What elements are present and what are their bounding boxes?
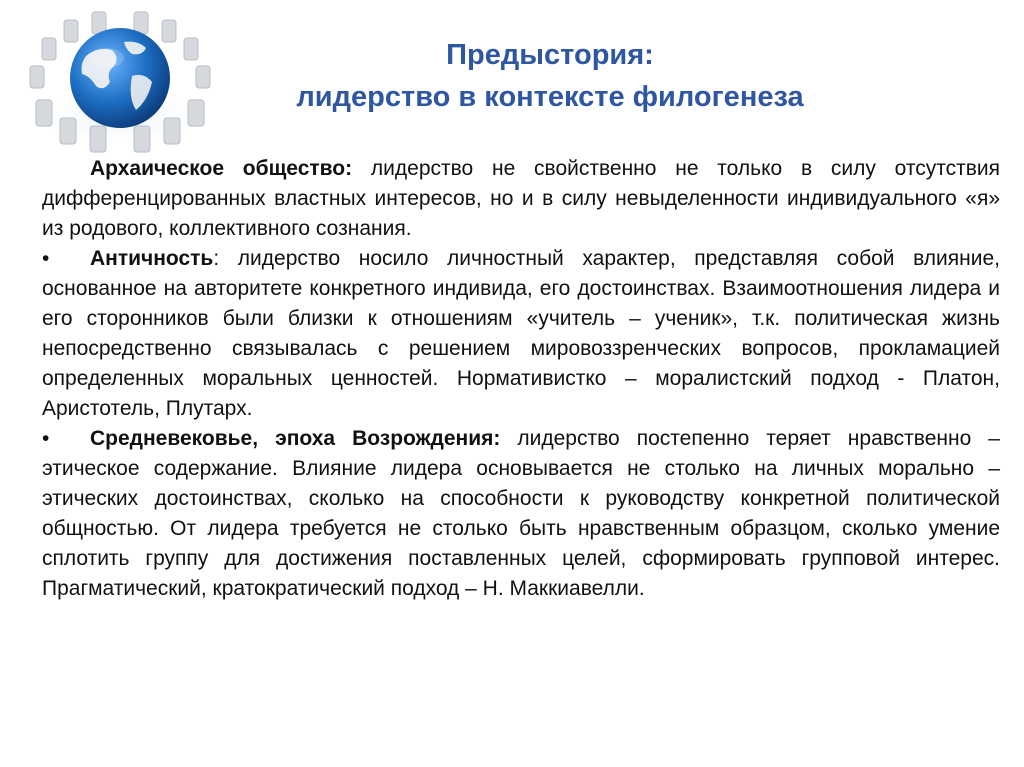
bullet-item-antiquity: [42, 244, 1000, 424]
paragraph-archaic: [42, 154, 1000, 244]
paragraph-lead: Средневековье, эпоха Возрождения:: [90, 427, 501, 450]
bullet-marker: •: [42, 247, 50, 270]
slide-title: [200, 34, 900, 118]
paragraph-text: лидерство постепенно теряет нравственно – этическое содержание. Влияние лидера основывается не столько на личных морально – этических достоинствах, сколько на способности к руководству конкретной политической общностью. От лидера требуется не столько быть нравственным образцом, сколько умение сплотить группу для достижения поставленных целей, сформировать групповой интерес. Прагматический, кратократический подход – Н. Маккиавелли.: [42, 427, 1000, 600]
globe-with-chairs-icon: [20, 6, 220, 156]
paragraph-lead: Античность: [90, 247, 214, 270]
title-line-2: лидерство в контексте филогенеза: [296, 81, 804, 113]
slide-body: [42, 154, 1000, 604]
paragraph-text: : лидерство носило личностный характер, представляя собой влияние, основанное на авторитете конкретного индивида, его достоинствах. Взаимоотношения лидера и его сторонников были близки к отношениям «учитель – ученик», т.к. политическая жизнь непосредственно связывалась с решением мировоззренческих вопросов, прокламацией определенных моральных ценностей. Нормативистко – моралистский подход - Платон, Аристотель, Плутарх.: [42, 247, 1000, 420]
bullet-marker: •: [42, 427, 50, 450]
globe-chairs-logo: [20, 6, 220, 156]
paragraph-lead: Архаическое общество:: [90, 157, 353, 180]
paragraph-text: лидерство не свойственно не только в силу отсутствия дифференцированных властных интересов, но и в силу невыделенности индивидуального «я» из родового, коллективного сознания.: [42, 157, 1001, 240]
title-line-1: Предыстория:: [446, 39, 654, 71]
bullet-item-middle-ages: [42, 424, 1000, 604]
